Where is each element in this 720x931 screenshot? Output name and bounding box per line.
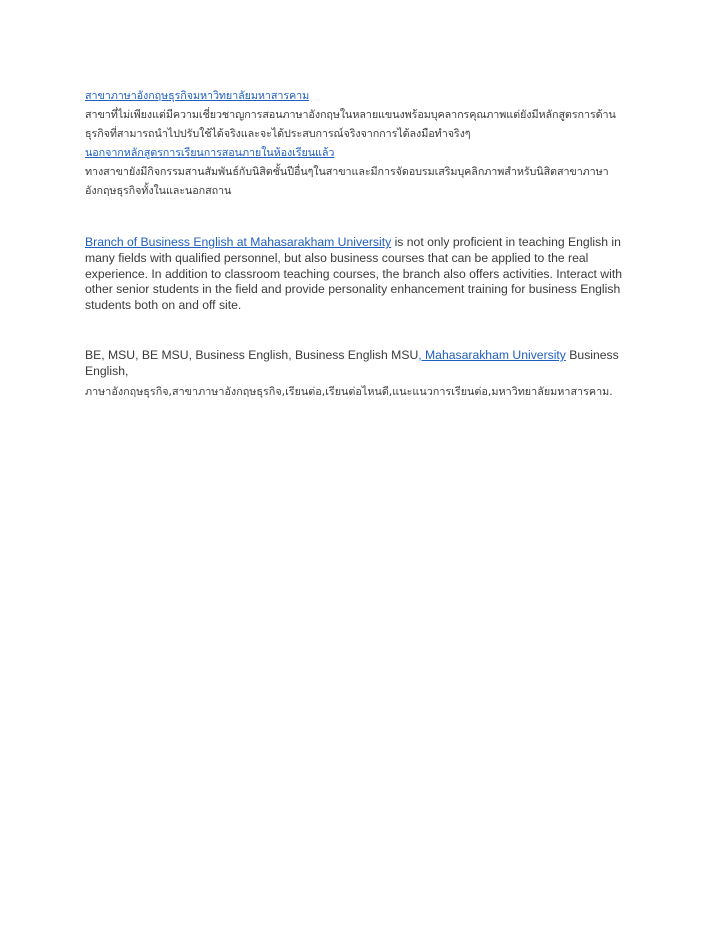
keywords-section [85, 348, 637, 401]
keywords-suffix: Business English, [85, 347, 619, 378]
english-paragraph [85, 235, 637, 314]
thai-heading-link-2[interactable]: นอกจากหลักสูตรการเรียนการสอนภายในห้องเรียนแล้ว [85, 146, 335, 159]
keywords-line [85, 348, 637, 380]
document-content [85, 86, 637, 401]
keywords-university-link[interactable]: , Mahasarakham University [418, 347, 566, 362]
english-body-text: is not only proficient in teaching English in many fields with qualified personnel, but also business courses that can be applied to the real experience. In addition to classroom teaching courses, the branch also offers activities. Interact with other senior students in the field and provide personality enhancement training for business English students both on and off site. [85, 235, 622, 313]
english-branch-link[interactable]: Branch of Business English at Mahasarakham University [85, 235, 392, 249]
keywords-thai-line: ภาษาอังกฤษธุรกิจ,สาขาภาษาอังกฤษธุรกิจ,เรียนต่อ,เรียนต่อไหนดี,แนะแนวการเรียนต่อ,มหาวิทยาลัยมหาสารคาม. [85, 384, 613, 398]
thai-heading-link-1[interactable]: สาขาภาษาอังกฤษธุรกิจมหาวิทยาลัยมหาสารคาม [85, 89, 310, 102]
thai-paragraph-1: สาขาที่ไม่เพียงแต่มีความเชี่ยวชาญการสอนภาษาอังกฤษในหลายแขนงพร้อมบุคลากรคุณภาพแต่ยังมีหลักสูตรการด้านธุรกิจที่สามารถนำไปปรับใช้ได้จริงและจะได้ประสบการณ์จริงจากการได้ลงมือทำจริงๆ [85, 108, 616, 140]
keywords-prefix: BE, MSU, BE MSU, Business English, Business English MSU [85, 347, 419, 362]
thai-paragraph-2: ทางสาขายังมีกิจกรรมสานสัมพันธ์กับนิสิตชั้นปีอื่นๆในสาขาและมีการจัดอบรมเสริมบุคลิกภาพสำหรับนิสิตสาขาภาษาอังกฤษธุรกิจทั้งในและนอกสถาน [85, 165, 609, 197]
thai-section [85, 86, 637, 200]
english-section [85, 235, 637, 314]
